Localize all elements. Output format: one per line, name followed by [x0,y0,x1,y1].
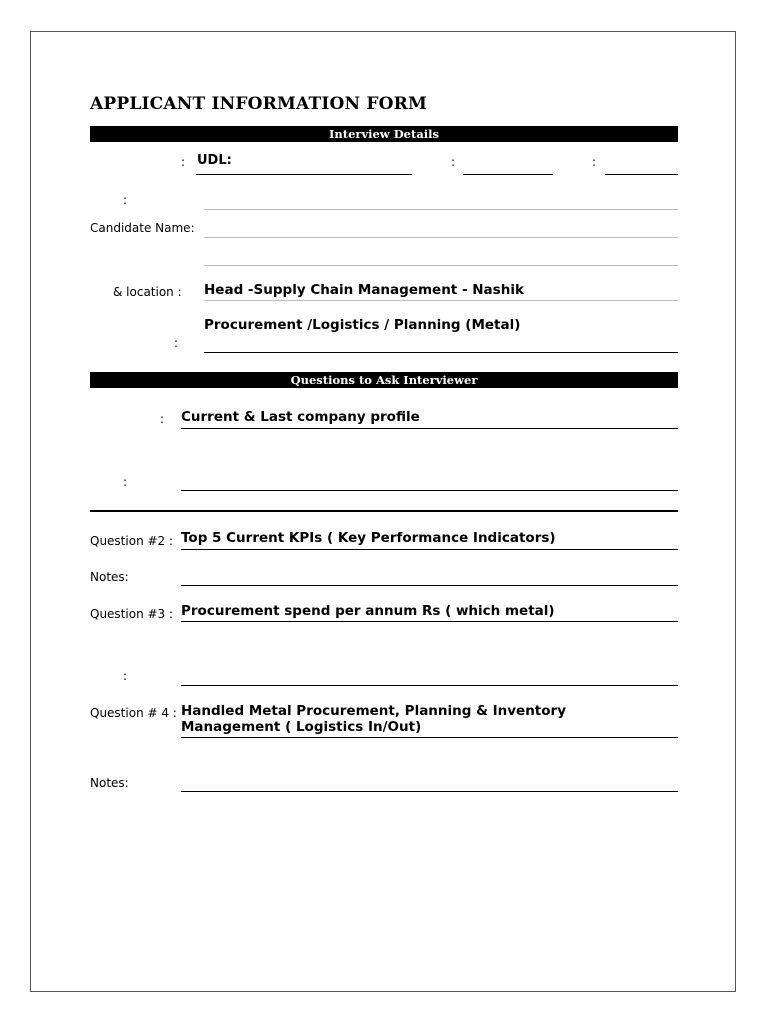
notes-3-line[interactable] [181,685,678,686]
notes-4-label: Notes: [90,776,129,790]
question-1-value: Current & Last company profile [181,409,420,425]
date-colon: : [181,155,186,169]
candidate-name-label: Candidate Name: [90,221,195,235]
question-4-value-line-1: Handled Metal Procurement, Planning & Inventory [181,703,566,719]
venue-colon: : [592,155,597,169]
questions-band: Questions to Ask Interviewer [90,372,678,388]
form-title: APPLICANT INFORMATION FORM [90,94,427,114]
question-3-label: Question #3 : [90,607,174,621]
time-colon: : [451,155,456,169]
question-2-label: Question #2 : [90,534,174,548]
position-field-line[interactable] [204,300,678,301]
udl-value: UDL: [197,153,232,168]
notes-3-colon: : [123,669,128,683]
notes-2-line[interactable] [181,585,678,586]
question-2-line[interactable] [181,549,678,550]
department-field-line[interactable] [204,352,678,353]
question-4-value-line-2: Management ( Logistics In/Out) [181,719,422,735]
location-label: & location : [113,285,182,299]
interview-details-band: Interview Details [90,126,678,142]
position-value: Head -Supply Chain Management - Nashik [204,282,524,298]
section-divider [90,510,678,512]
question-4-line[interactable] [181,737,678,738]
candidate-extra-field-line[interactable] [204,265,678,266]
department-colon: : [174,336,179,350]
notes-1-line[interactable] [181,490,678,491]
question-2-value: Top 5 Current KPIs ( Key Performance Indicators) [181,530,556,546]
notes-2-label: Notes: [90,570,129,584]
question-3-value: Procurement spend per annum Rs ( which metal) [181,603,555,619]
interviewer-colon: : [123,193,128,207]
udl-field-line[interactable] [196,174,412,175]
candidate-name-field-line[interactable] [204,237,678,238]
time-field-line[interactable] [463,174,553,175]
venue-field-line[interactable] [605,174,678,175]
notes-1-colon: : [123,475,128,489]
question-1-line[interactable] [181,428,678,429]
department-value: Procurement /Logistics / Planning (Metal) [204,317,521,333]
notes-4-line[interactable] [181,791,678,792]
question-4-label: Question # 4 : [90,706,177,720]
question-3-line[interactable] [181,621,678,622]
question-1-colon: : [160,412,165,426]
interviewer-field-line[interactable] [204,209,678,210]
